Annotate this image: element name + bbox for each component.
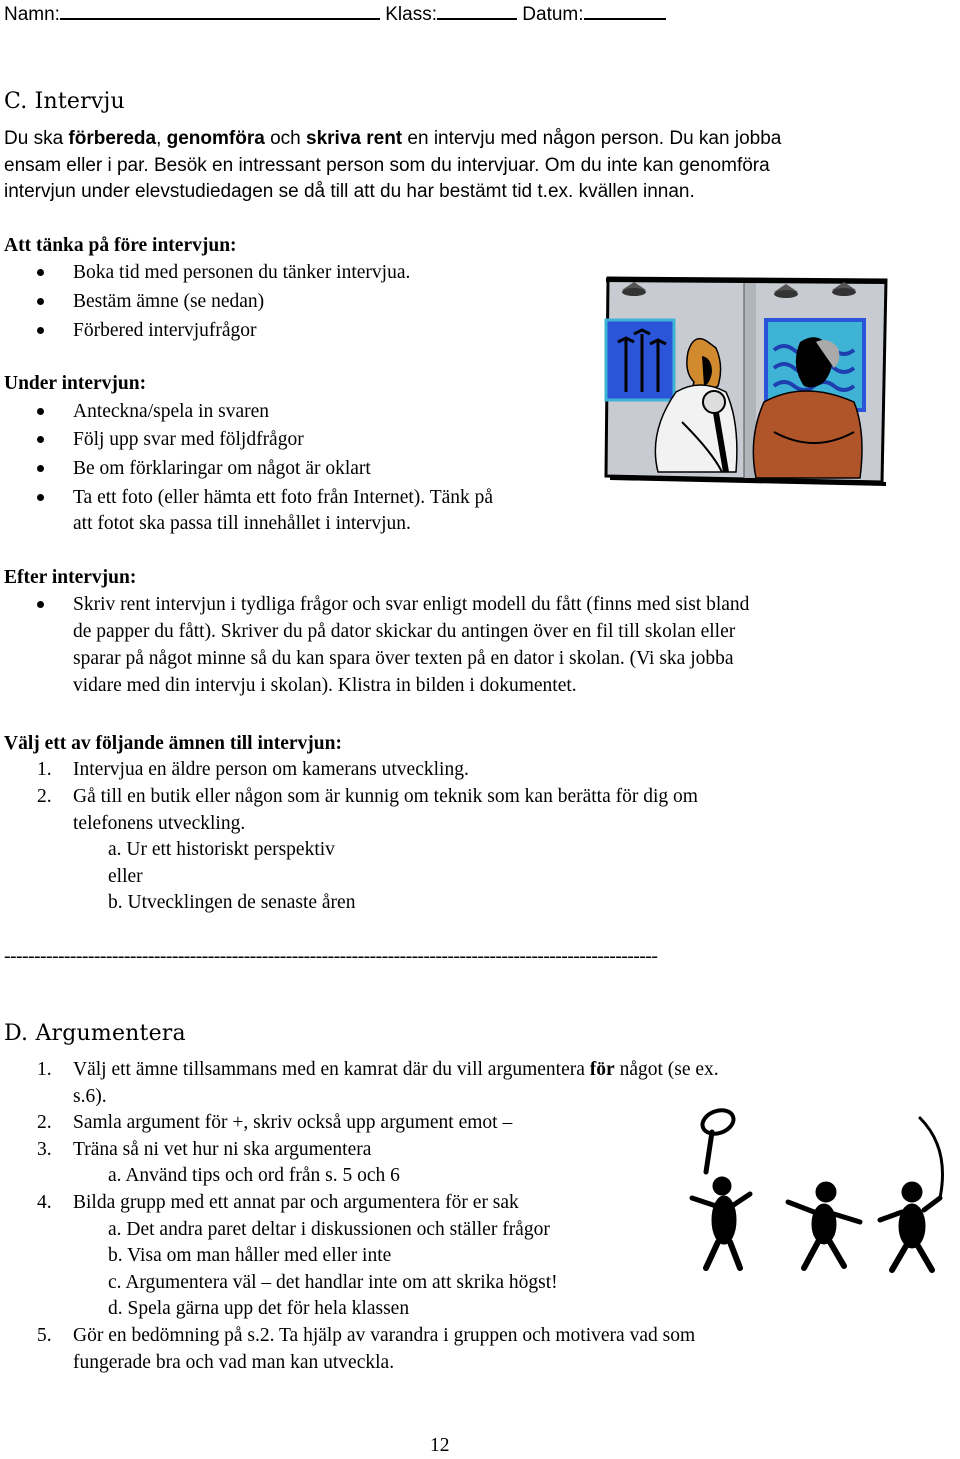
bullet [37,298,44,305]
name-label: Namn: [4,4,60,25]
topic-item: Gå till en butik eller någon som är kunnig om teknik som kan berätta för dig om [73,786,698,807]
list-item: Träna så ni vet hur ni ska argumentera [73,1139,372,1160]
list-item [73,1057,719,1083]
list-subitem: d. Spela gärna upp det för hela klassen [108,1298,410,1319]
list-item-text: något (se ex. [614,1059,719,1080]
bullet [37,601,44,608]
list-subitem: a. Det andra paret deltar i diskussionen och ställer frågor [108,1219,550,1240]
bullet [37,465,44,472]
dashed-divider: ------------------------------------------------------------------------------------------------------------- [4,946,658,967]
name-blank [60,0,380,20]
topics-heading: Välj ett av följande ämnen till intervjun: [4,733,342,754]
bullet [37,494,44,501]
topic-item-continued: telefonens utveckling. [73,813,246,834]
intro-bold: förbereda [68,128,157,149]
section-c-title: C. Intervju [4,89,125,114]
intro-line-2: ensam eller i par. Besök en intressant person som du intervjuar. Om du inte kan genomföra [4,155,770,176]
list-item: Samla argument för +, skriv också upp argument emot – [73,1112,513,1133]
intro-text: Du ska [4,128,69,149]
before-item: Boka tid med personen du tänker intervjua. [73,262,411,283]
list-item-continued: s.6). [73,1086,107,1107]
arguing-figures-illustration [676,1102,960,1274]
during-item-continued: att fotot ska passa till innehållet i intervjun. [73,513,411,534]
page-number: 12 [430,1435,450,1456]
topic-subitem: b. Utvecklingen de senaste åren [108,892,356,913]
class-blank [437,0,517,20]
intro-line-3: intervjun under elevstudiedagen se då till att du har bestämt tid t.ex. kvällen innan. [4,181,695,202]
list-item-text: Välj ett ämne tillsammans med en kamrat där du vill argumentera [73,1059,590,1080]
bullet [37,436,44,443]
during-item: Be om förklaringar om något är oklart [73,458,371,479]
after-heading: Efter intervjun: [4,567,137,588]
after-line: vidare med din intervju i skolan). Klistra in bilden i dokumentet. [73,675,577,696]
list-number: 1. [37,1059,52,1080]
topic-number: 2. [37,786,52,807]
list-number: 3. [37,1139,52,1160]
topic-subitem: eller [108,866,143,887]
after-line: de papper du fått). Skriver du på dator skickar du antingen över en fil till skolan eller [73,621,736,642]
list-subitem: b. Visa om man håller med eller inte [108,1245,392,1266]
before-item: Bestäm ämne (se nedan) [73,291,265,312]
header-fields [4,0,666,26]
topic-number: 1. [37,759,52,780]
before-heading: Att tänka på före intervjun: [4,235,237,256]
intro-bold: skriva rent [306,128,403,149]
date-blank [584,0,666,20]
list-number: 5. [37,1325,52,1346]
during-item: Anteckna/spela in svaren [73,401,270,422]
topic-item: Intervjua en äldre person om kamerans utveckling. [73,759,469,780]
bullet [37,269,44,276]
list-item: Bilda grupp med ett annat par och argumentera för er sak [73,1192,519,1213]
intro-text: , [156,128,167,149]
list-number: 2. [37,1112,52,1133]
interview-illustration [604,272,894,490]
class-label: Klass: [385,4,437,25]
after-line: Skriv rent intervjun i tydliga frågor och svar enligt modell du fått (finns med sist bland [73,594,750,615]
interview-clipart [604,272,894,490]
list-item-continued: fungerade bra och vad man kan utveckla. [73,1352,395,1373]
during-heading: Under intervjun: [4,373,147,394]
before-item: Förbered intervjufrågor [73,320,257,341]
list-subitem: c. Argumentera väl – det handlar inte om att skrika högst! [108,1272,558,1293]
arguing-figures-clipart [676,1102,960,1274]
list-number: 4. [37,1192,52,1213]
intro-text: en intervju med någon person. Du kan jobba [402,128,782,149]
bullet [37,408,44,415]
section-d-title: D. Argumentera [4,1021,186,1046]
during-item: Ta ett foto (eller hämta ett foto från Internet). Tänk på [73,487,494,508]
intro-text: och [264,128,307,149]
list-item: Gör en bedömning på s.2. Ta hjälp av varandra i gruppen och motivera vad som [73,1325,696,1346]
date-label: Datum: [522,4,584,25]
after-line: sparar på något minne så du kan spara över texten på en dator i skolan. (Vi ska jobba [73,648,734,669]
intro-line-1 [4,128,781,150]
topic-subitem: a. Ur ett historiskt perspektiv [108,839,335,860]
bullet [37,327,44,334]
list-subitem: a. Använd tips och ord från s. 5 och 6 [108,1165,400,1186]
during-item: Följ upp svar med följdfrågor [73,429,304,450]
list-item-bold: för [589,1059,615,1080]
intro-bold: genomföra [166,128,265,149]
